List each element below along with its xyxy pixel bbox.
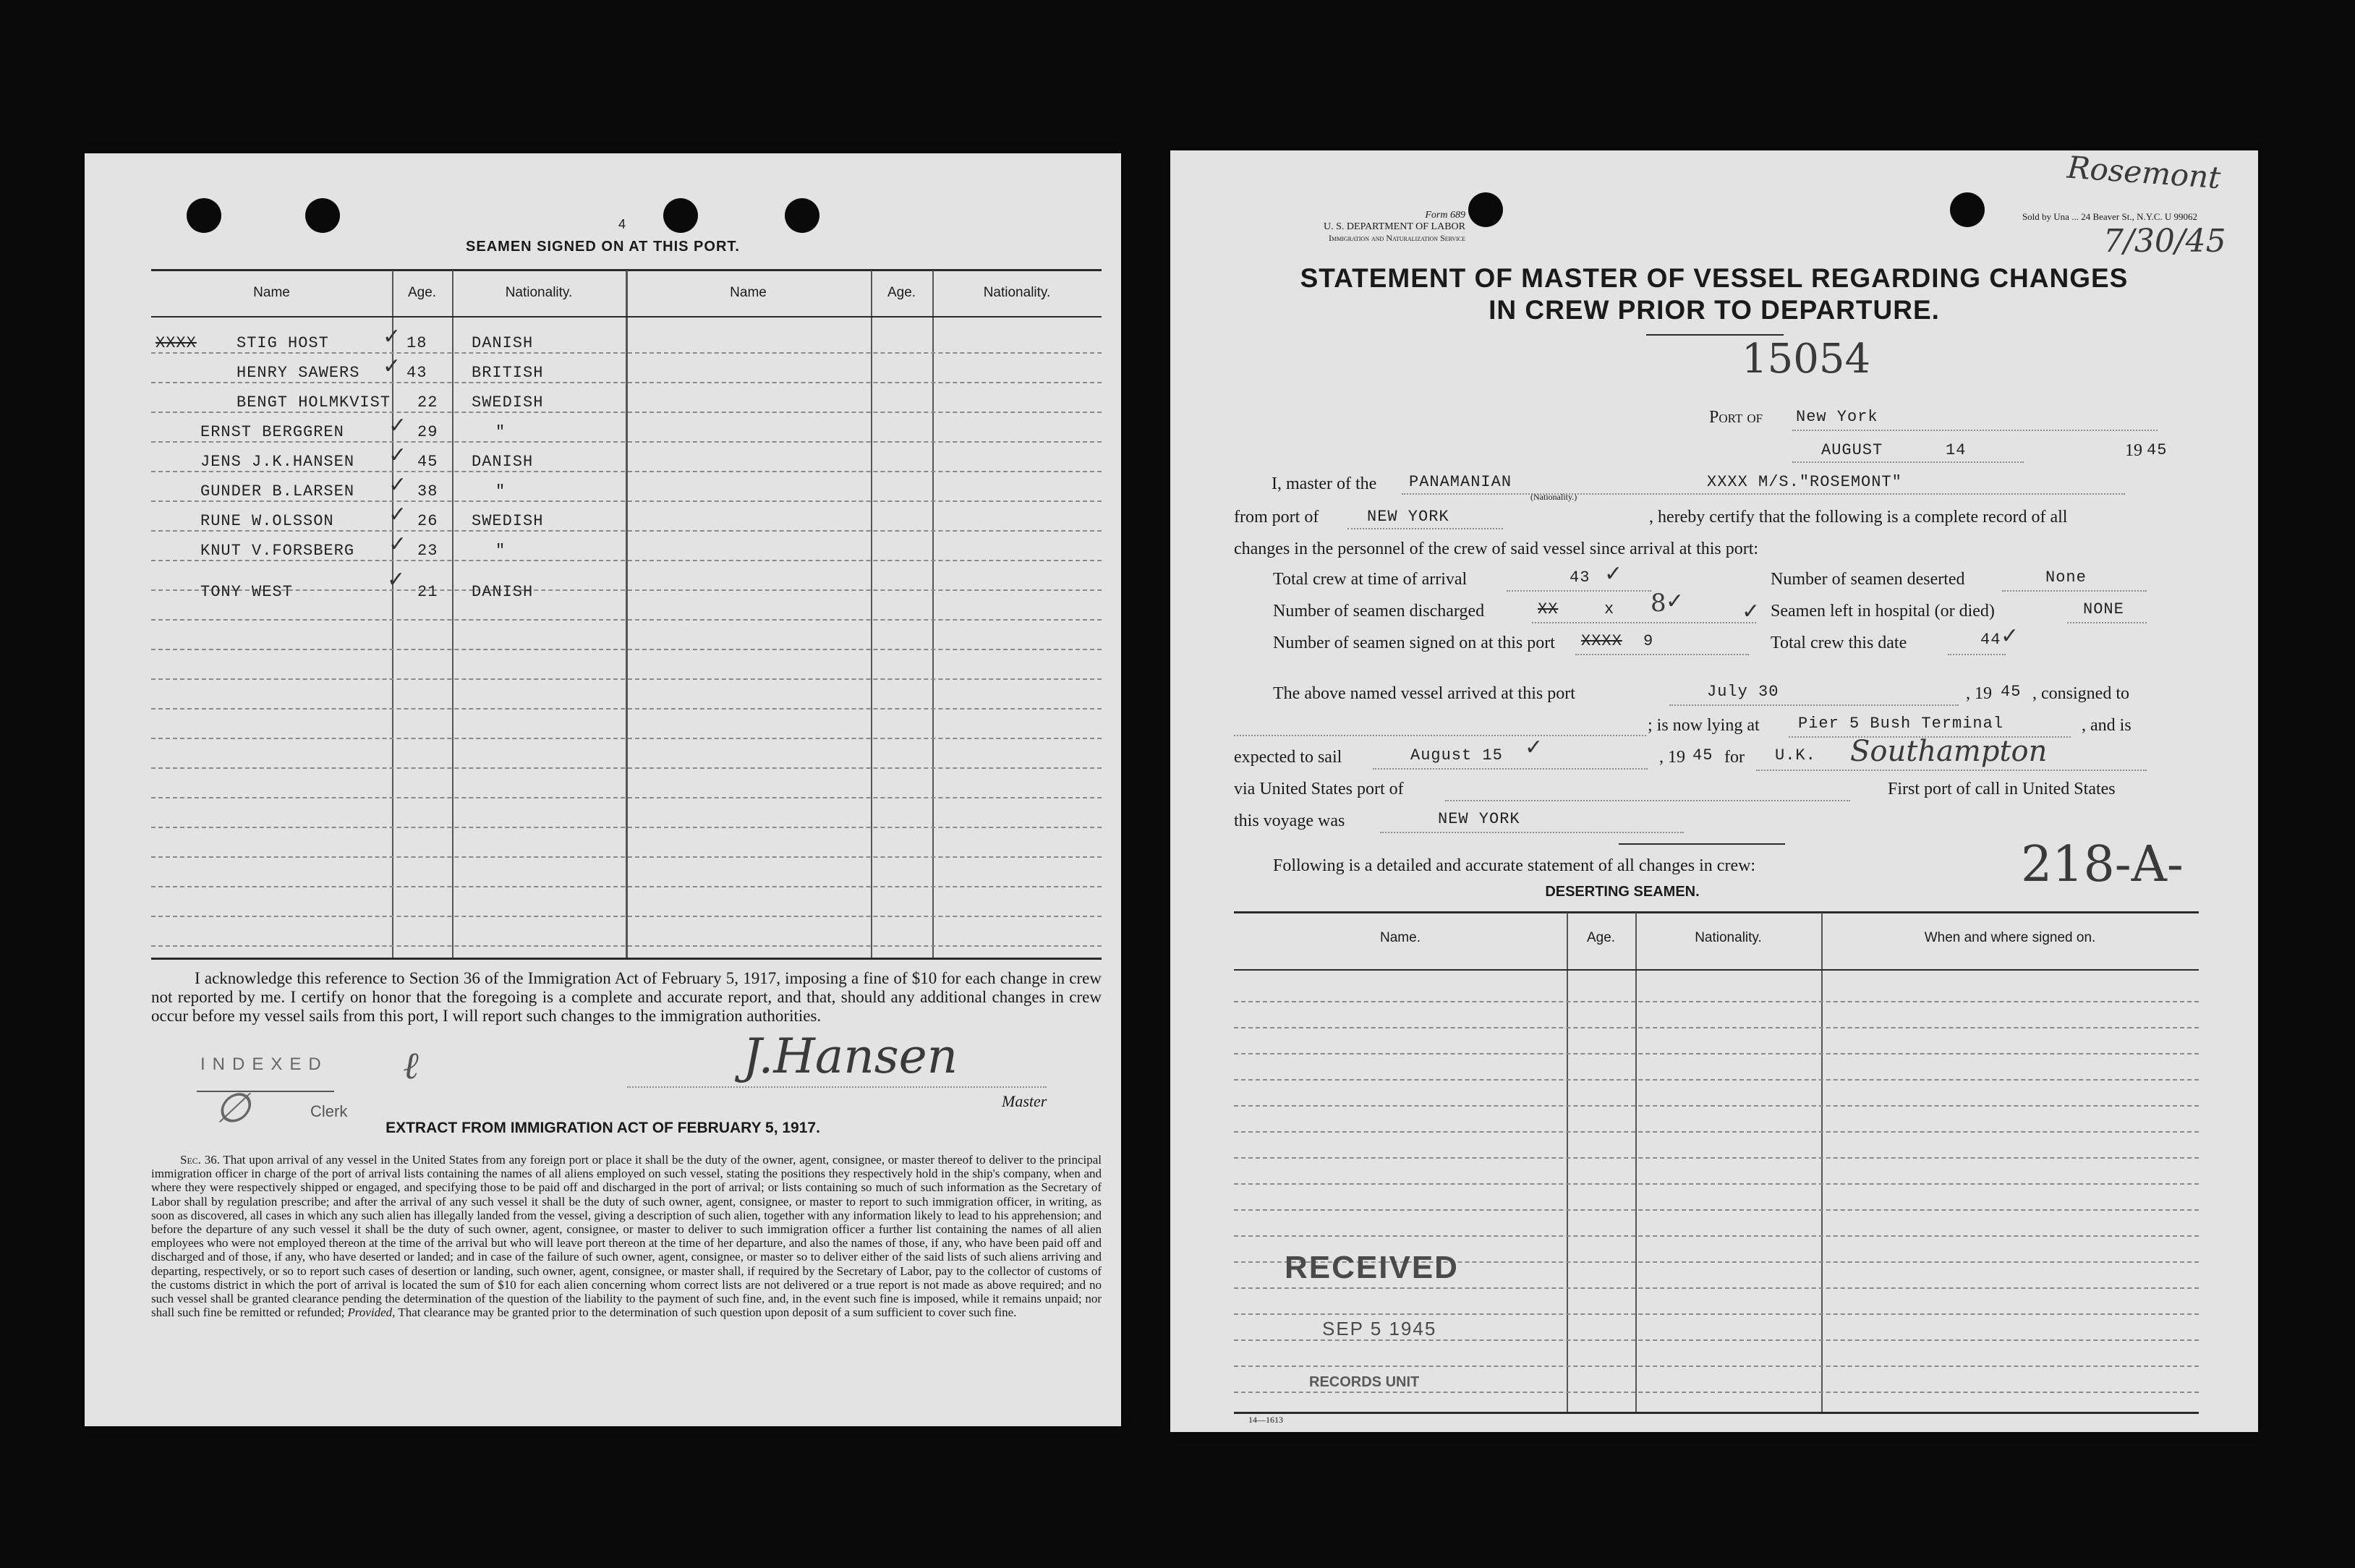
- hospital-label: Seamen left in hospital (or died): [1771, 602, 1995, 621]
- extract-heading: EXTRACT FROM IMMIGRATION ACT OF FEBRUARY 5, 1917.: [386, 1120, 820, 1136]
- date-year: 45: [2147, 441, 2168, 459]
- form-title-line1: STATEMENT OF MASTER OF VESSEL REGARDING CHANGES: [1300, 263, 2129, 293]
- crew-age: 26: [417, 512, 438, 530]
- column-header-age-2: Age.: [887, 285, 916, 300]
- deserted-label: Number of seamen deserted: [1771, 570, 1965, 589]
- for-label: for: [1724, 748, 1745, 767]
- arrived-value: July 30: [1707, 683, 1779, 701]
- indexed-mark: ∅: [215, 1085, 250, 1132]
- crew-nationality: SWEDISH: [472, 512, 544, 530]
- lying-label: ; is now lying at: [1648, 716, 1760, 735]
- from-port-label: from port of: [1234, 508, 1319, 527]
- extract-section: Sec. 36.: [180, 1153, 220, 1167]
- crew-nationality: ": [495, 482, 506, 500]
- port-label: Port of: [1709, 408, 1763, 427]
- nationality-value: PANAMANIAN: [1409, 473, 1512, 491]
- nationality-caption: (Nationality.): [1530, 492, 1577, 502]
- crew-age: 38: [417, 482, 438, 500]
- expected-value: August 15: [1410, 746, 1503, 764]
- changes-text: changes in the personnel of the crew of said vessel since arrival at this port:: [1234, 540, 1759, 558]
- crew-nationality: SWEDISH: [472, 393, 544, 412]
- port-value: New York: [1796, 408, 1878, 426]
- crew-nationality: DANISH: [472, 334, 534, 352]
- reference-number: 218-A-: [2021, 836, 2184, 893]
- crew-name: BENGT HOLMKVIST: [237, 393, 391, 412]
- date-year-prefix: 19: [2125, 441, 2142, 460]
- master-signature: J.Hansen: [743, 1028, 958, 1084]
- column-header-nationality-2: Nationality.: [983, 285, 1051, 300]
- crew-name: TONY WEST: [200, 583, 293, 601]
- following-text: Following is a detailed and accurate statement of all changes in crew:: [1273, 856, 1756, 875]
- check-mark-icon: ✓: [387, 567, 406, 592]
- indexed-initials: ℓ: [403, 1044, 419, 1088]
- expected-year: 45: [1692, 746, 1713, 764]
- received-date: SEP 5 1945: [1322, 1318, 1437, 1339]
- total-crew-arrival-value: 43: [1570, 568, 1590, 587]
- check-mark-icon: ✓: [2001, 623, 2019, 649]
- punch-hole: [187, 198, 221, 233]
- expected-label: expected to sail: [1234, 748, 1342, 767]
- crew-nationality: DANISH: [472, 583, 534, 601]
- extract-tail: That clearance may be granted prior to the determination of such question upon deposit of a sum sufficient to cover such fine.: [398, 1305, 1017, 1320]
- crew-name: ERNST BERGGREN: [200, 423, 344, 441]
- indexed-stamp: INDEXED: [200, 1054, 328, 1074]
- page-number: 4: [618, 217, 626, 231]
- check-mark-icon: ✓: [388, 413, 407, 438]
- crew-age: 18: [406, 334, 427, 352]
- acknowledgement-text: I acknowledge this reference to Section 36 of the Immigration Act of February 5, 1917, imposing a fine of $10 for each change in crew not reported by me. I certify on honor that the foregoing is a complete and accurate report, and that, should any additional changes in crew occur before my vessel sails from this port, I will report such changes to the immigration authorities.: [151, 969, 1102, 1025]
- check-mark-icon: ✓: [1525, 735, 1543, 760]
- crew-nationality: ": [495, 542, 506, 560]
- signed-on-label: Number of seamen signed on at this port: [1273, 634, 1555, 652]
- certify-text: , hereby certify that the following is a complete record of all: [1649, 508, 2068, 527]
- column-header-name-2: Name: [730, 285, 767, 300]
- voyage-value: NEW YORK: [1438, 810, 1520, 828]
- crew-name: GUNDER B.LARSEN: [200, 482, 355, 500]
- punch-hole: [785, 198, 819, 233]
- date-day: 14: [1946, 441, 1967, 459]
- crew-name: KNUT V.FORSBERG: [200, 542, 355, 560]
- extract-body: That upon arrival of any vessel in the United States from any foreign port or place it shall be the duty of the owner, agent, consignee, or master thereof to deliver to the principal immigration officer in charge of the port of arrival lists containing the names of all aliens employed on such vessel, stating the positions they respectively hold in the ship's company, when and where they were respectively shipped or engaged, and specifying those to be paid off and discharged in the port of arrival; or lists containing so much of such information as the Secretary of Labor shall by regulation prescribe; and after the arrival of any such vessel it shall be the duty of such owner, agent, consignee, or master to report to such immigration officer, in writing, as soon as discovered, all cases in which any such alien has illegally landed from the vessel, giving a description of such alien, together with any information likely to lead to his apprehension; and before the departure of any such vessel it shall be the duty of such owner, agent, consignee, or master to deliver to such immigration officer a further list containing the names of all alien employees who were not employed thereon at the time of the arrival but who will leave port thereon at the time of her departure, and also the names of those, if any, who have been paid off and discharged and of those, if any, who have deserted or landed; and in case of the failure of such owner, agent, consignee, or master so to deliver either of the said lists of such aliens arriving and departing, respectively, or so to report such cases of desertion or landing, such owner, agent, consignee, or master shall, if required by the Secretary of Labor, pay to the collector of customs of the customs district in which the port of arrival is located the sum of $10 for each alien concerning whom correct lists are not delivered or a true report is not made as above required; and no such vessel shall be granted clearance pending the determination of the question of the liability to the payment of such fine, and, in the event such fine is imposed, while it remains unpaid; nor shall such fine be remitted or refunded;: [151, 1153, 1102, 1320]
- crew-age: 43: [406, 364, 427, 382]
- department: U. S. DEPARTMENT OF LABOR: [1324, 221, 1465, 232]
- signed-on-heading: SEAMEN SIGNED ON AT THIS PORT.: [466, 239, 740, 255]
- from-port-value: NEW YORK: [1367, 508, 1449, 526]
- crew-nationality: ": [495, 423, 506, 441]
- for-value: U.K.: [1775, 746, 1816, 764]
- extract-text: [151, 1153, 1102, 1319]
- crew-name: HENRY SAWERS: [237, 364, 360, 382]
- punch-hole: [305, 198, 340, 233]
- master-label: Master: [1002, 1092, 1047, 1110]
- deserting-col-signed-on: When and where signed on.: [1924, 930, 2096, 945]
- total-crew-arrival-label: Total crew at time of arrival: [1273, 570, 1468, 589]
- via-label: via United States port of: [1234, 780, 1404, 798]
- and-is-label: , and is: [2082, 716, 2132, 735]
- check-mark-icon: ✓: [383, 324, 401, 349]
- file-number: 15054: [1742, 336, 1871, 383]
- annotation-name: Rosemont: [2066, 149, 2222, 196]
- check-mark-icon: ✓: [388, 472, 407, 498]
- check-mark-icon: ✓: [1666, 589, 1685, 614]
- signed-on-value: 9: [1643, 632, 1654, 650]
- crew-age: 45: [417, 453, 438, 471]
- master-of-the-label: I, master of the: [1272, 474, 1377, 493]
- clerk-label: Clerk: [310, 1102, 348, 1120]
- voyage-label: this voyage was: [1234, 811, 1345, 830]
- struck-prefix: XXXX: [156, 334, 197, 352]
- punch-hole: [663, 198, 698, 233]
- total-today-label: Total crew this date: [1771, 634, 1907, 652]
- check-mark-icon: ✓: [1742, 599, 1760, 624]
- deserting-col-nationality: Nationality.: [1695, 930, 1762, 945]
- table-bottom-rule: [151, 958, 1102, 960]
- extract-provided: Provided,: [347, 1305, 396, 1320]
- service: Immigration and Naturalization Service: [1328, 233, 1465, 243]
- crew-nationality: BRITISH: [472, 364, 544, 382]
- column-header-name: Name: [253, 285, 290, 300]
- signed-on-struck: XXXX: [1581, 632, 1622, 650]
- lying-value: Pier 5 Bush Terminal: [1798, 715, 2004, 733]
- total-today-value: 44: [1980, 631, 2001, 649]
- crew-name: RUNE W.OLSSON: [200, 512, 334, 530]
- vessel-name: XXXX M/S."ROSEMONT": [1707, 473, 1902, 491]
- consigned-label: , consigned to: [2032, 684, 2129, 703]
- form-title-line2: IN CREW PRIOR TO DEPARTURE.: [1489, 295, 1940, 325]
- deserted-value: None: [2045, 568, 2087, 587]
- left-page: [85, 153, 1121, 1426]
- column-header-nationality: Nationality.: [505, 285, 573, 300]
- annotation-date: 7/30/45: [2103, 223, 2226, 260]
- discharged-label: Number of seamen discharged: [1273, 602, 1485, 621]
- check-mark-icon: ✓: [388, 532, 407, 557]
- column-header-age: Age.: [407, 285, 437, 300]
- check-mark-icon: ✓: [388, 443, 407, 468]
- arrived-year: 45: [2001, 683, 2022, 701]
- date-month: AUGUST: [1821, 441, 1883, 459]
- deserting-col-age: Age.: [1586, 930, 1616, 945]
- crew-name: STIG HOST: [237, 334, 329, 352]
- crew-age: 23: [417, 542, 438, 560]
- crew-name: JENS J.K.HANSEN: [200, 453, 355, 471]
- punch-hole: [1468, 192, 1503, 227]
- discharged-struck: XX: [1538, 600, 1559, 618]
- check-mark-icon: ✓: [383, 354, 401, 379]
- records-unit-stamp: RECORDS UNIT: [1309, 1374, 1420, 1390]
- crew-age: 21: [417, 583, 438, 601]
- arrived-label: The above named vessel arrived at this port: [1273, 684, 1575, 703]
- footer-code: 14—1613: [1248, 1415, 1283, 1425]
- check-mark-icon: ✓: [388, 502, 407, 527]
- discharged-value: 8: [1651, 589, 1666, 618]
- check-mark-icon: ✓: [1604, 561, 1623, 587]
- crew-age: 29: [417, 423, 438, 441]
- for-destination-handwritten: Southampton: [1850, 735, 2048, 768]
- received-stamp: RECEIVED: [1285, 1250, 1459, 1285]
- crew-nationality: DANISH: [472, 453, 534, 471]
- first-port-label: First port of call in United States: [1888, 780, 2116, 798]
- crew-age: 22: [417, 393, 438, 412]
- sold-by: Sold by Una ... 24 Beaver St., N.Y.C. U 99062: [2022, 211, 2197, 222]
- deserting-heading: DESERTING SEAMEN.: [1545, 884, 1700, 900]
- form-number: Form 689: [1425, 210, 1465, 221]
- hospital-value: NONE: [2083, 600, 2124, 618]
- right-page: Form 689 U. S. DEPARTMENT OF LABOR Immigration and Naturalization Service Sold by Una ... 24 Beaver St., N.Y.C. U 99062 Rosemont 7/30/45 STATEMENT OF MASTER OF VESSEL REGARDING CHANGES IN CREW PRIOR TO DEPARTURE. 15054 Port of New York AUGUST 14 19 45 I, master of the PANAMANIAN (Nationality.) XXXX M/S."ROSEMONT" from port of NEW YORK , hereby certify that the following is a complete record of all changes in the personnel of the crew of said vessel since arrival at this port: Total crew at time of arrival 43 Number of seamen deserted None Number of seamen discharged XX x 8 Seamen left in hospital (or died) NONE Number of seamen signed on at this port XXXX 9 Total crew this date 44 ✓ ✓ ✓ ✓ The above named vessel arrived at this port July 30 , 19 45 , consigned to ; is now lying at Pier 5 Bush Terminal , and is expected to sail August 15 ✓ , 19 45 for U.K. Southampton via United States port of First port of call in United States this voyage was NEW YORK Following is a detailed and accurate statement of all changes in crew: 218-A- DESERTING SEAMEN. Name. Age. Nationality. When and where signed on. RECEIVED SEP 5 1945 RECORDS UNIT 14—1613: [1170, 150, 2258, 1432]
- deserting-col-name: Name.: [1380, 930, 1421, 945]
